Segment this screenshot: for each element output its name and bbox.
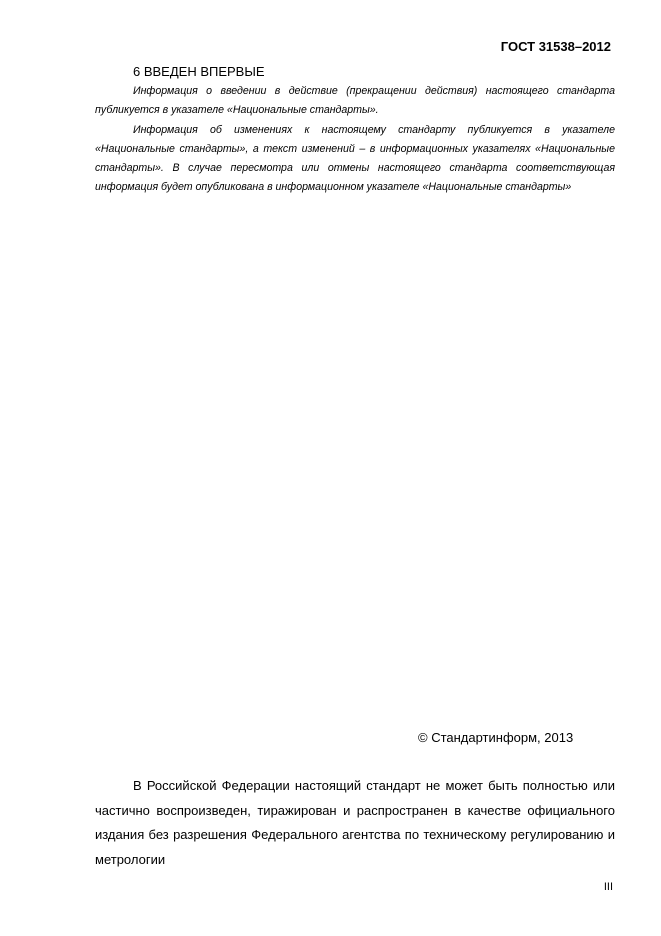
publication-info-note — [95, 82, 615, 120]
publication-info-text: Информация о введении в действие (прекращении действия) настоящего стандарта публикуется в указателе «Национальные стандарты». — [95, 85, 615, 116]
copyright-notice: © Стандартинформ, 2013 — [418, 730, 574, 745]
changes-info-text: Информация об изменениях к настоящему стандарту публикуется в указателе «Национальные стандарты», а текст изменений – в информационных указателях «Национальные стандарты». В случае пересмотра или отмены настоящего стандарта соответствующая информация будет опубликована в информационном указателе «Национальные стандарты» — [95, 124, 615, 193]
section-heading: 6 ВВЕДЕН ВПЕРВЫЕ — [133, 64, 265, 79]
document-code: ГОСТ 31538–2012 — [500, 39, 611, 54]
page-number: III — [603, 881, 613, 893]
changes-info-note — [95, 121, 615, 197]
rights-statement-text: В Российской Федерации настоящий стандарт не может быть полностью или частично воспроизведен, тиражирован и распространен в качестве официального издания без разрешения Федерального агентства по техническому регулированию и метрологии — [95, 778, 615, 867]
rights-statement — [95, 774, 615, 872]
